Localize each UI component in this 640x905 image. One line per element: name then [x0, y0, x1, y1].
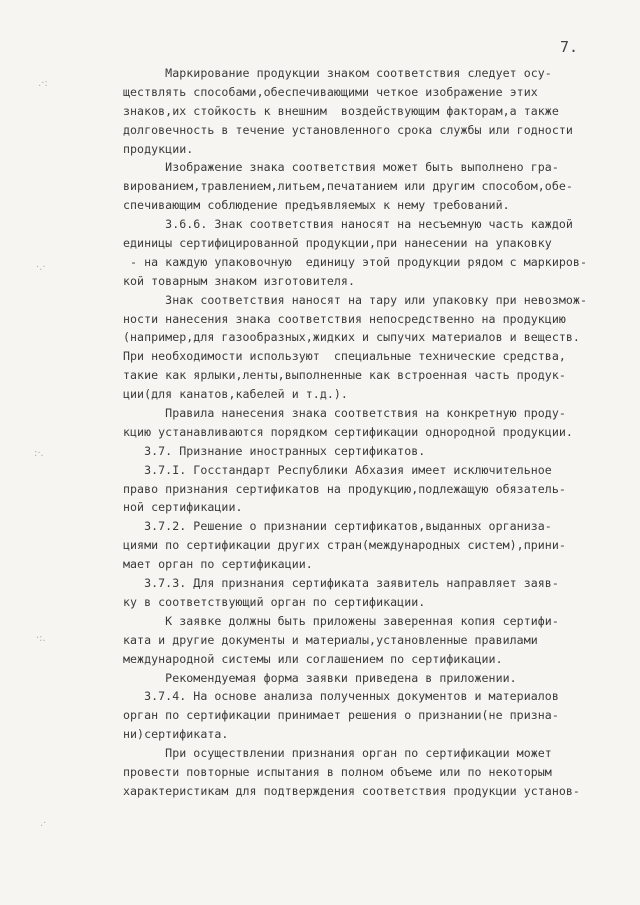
text-line: - на каждую упаковочную единицу этой продукции рядом с маркиров-: [123, 254, 587, 269]
text-line: знаков,их стойкость к внешним воздействующим факторам,а также: [123, 103, 559, 118]
text-line: Правила нанесения знака соответствия на конкретную проду-: [123, 406, 566, 421]
text-line: вированием,травлением,литьем,печатанием или другим способом,обе-: [123, 179, 573, 194]
text-line: ни)сертификата.: [123, 727, 229, 742]
text-line: Маркирование продукции знаком соответствия следует осу-: [123, 66, 552, 80]
text-line: 3.7.I. Госстандарт Республики Абхазия имеет исключительное: [123, 462, 552, 477]
text-line: ной сертификации.: [123, 500, 243, 515]
text-line: 3.7.4. На основе анализа полученных документов и материалов: [123, 689, 559, 704]
text-line: ществлять способами,обеспечивающими четкое изображение этих: [123, 84, 538, 99]
text-line: долговечность в течение установленного срока службы или годности: [123, 122, 573, 137]
binding-hole-mark: :·.: [34, 448, 44, 459]
binding-hole-mark: ·:.: [36, 633, 46, 644]
text-line: право признания сертификатов на продукцию,подлежащую обязатель-: [123, 481, 566, 496]
text-line: 3.7.2. Решение о признании сертификатов,выданных организа-: [123, 519, 552, 534]
text-line: ности нанесения знака соответствия непосредственно на продукцию: [123, 311, 566, 326]
text-line: ку в соответствующий орган по сертификации.: [123, 594, 426, 609]
text-line: Рекомендуемая форма заявки приведена в приложении.: [123, 670, 517, 685]
text-line: При осуществлении признания орган по сертификации может: [123, 746, 552, 761]
text-line: продукции.: [123, 141, 194, 156]
document-body: [123, 64, 635, 801]
text-line: При необходимости используют специальные технические средства,: [123, 349, 566, 364]
binding-hole-mark: ·.·: [36, 262, 46, 273]
text-line: кцию устанавливаются порядком сертификации однородной продукции.: [123, 424, 573, 439]
text-line: единицы сертифицированной продукции,при нанесении на упаковку: [123, 236, 552, 251]
text-line: ката и другие документы и материалы,установленные правилами: [123, 632, 538, 647]
text-line: (например,для газообразных,жидких и сыпучих материалов и веществ.: [123, 330, 580, 345]
text-line: международной системы или соглашением по сертификации.: [123, 651, 503, 666]
text-line: К заявке должны быть приложены заверенная копия сертифи-: [123, 613, 559, 628]
text-line: мает орган по сертификации.: [123, 557, 313, 572]
text-line: провести повторные испытания в полном объеме или по некоторым: [123, 764, 552, 779]
text-line: спечивающим соблюдение предъявляемых к нему требований.: [123, 198, 510, 213]
text-line: циями по сертификации других стран(международных систем),прини-: [123, 538, 566, 553]
binding-hole-mark: .·: [40, 818, 47, 829]
text-line: ции(для канатов,кабелей и т.д.).: [123, 387, 348, 402]
text-line: 3.6.6. Знак соответствия наносят на несъемную часть каждой: [123, 217, 573, 232]
page-number: 7.: [560, 38, 579, 56]
text-line: 3.7.3. Для признания сертификата заявитель направляет заяв-: [123, 576, 559, 591]
text-line: Знак соответствия наносят на тару или упаковку при невозмож-: [123, 292, 587, 307]
text-line: такие как ярлыки,ленты,выполненные как встроенная часть продук-: [123, 368, 566, 383]
text-line: Изображение знака соответствия может быть выполнено гра-: [123, 160, 559, 175]
text-line: характеристикам для подтверждения соответствия продукции установ-: [123, 783, 580, 798]
text-line: орган по сертификации принимает решения о признании(не призна-: [123, 708, 559, 723]
text-line: 3.7. Признание иностранных сертификатов.: [123, 443, 426, 458]
binding-hole-mark: .·:: [38, 78, 48, 89]
text-line: кой товарным знаком изготовителя.: [123, 273, 355, 288]
